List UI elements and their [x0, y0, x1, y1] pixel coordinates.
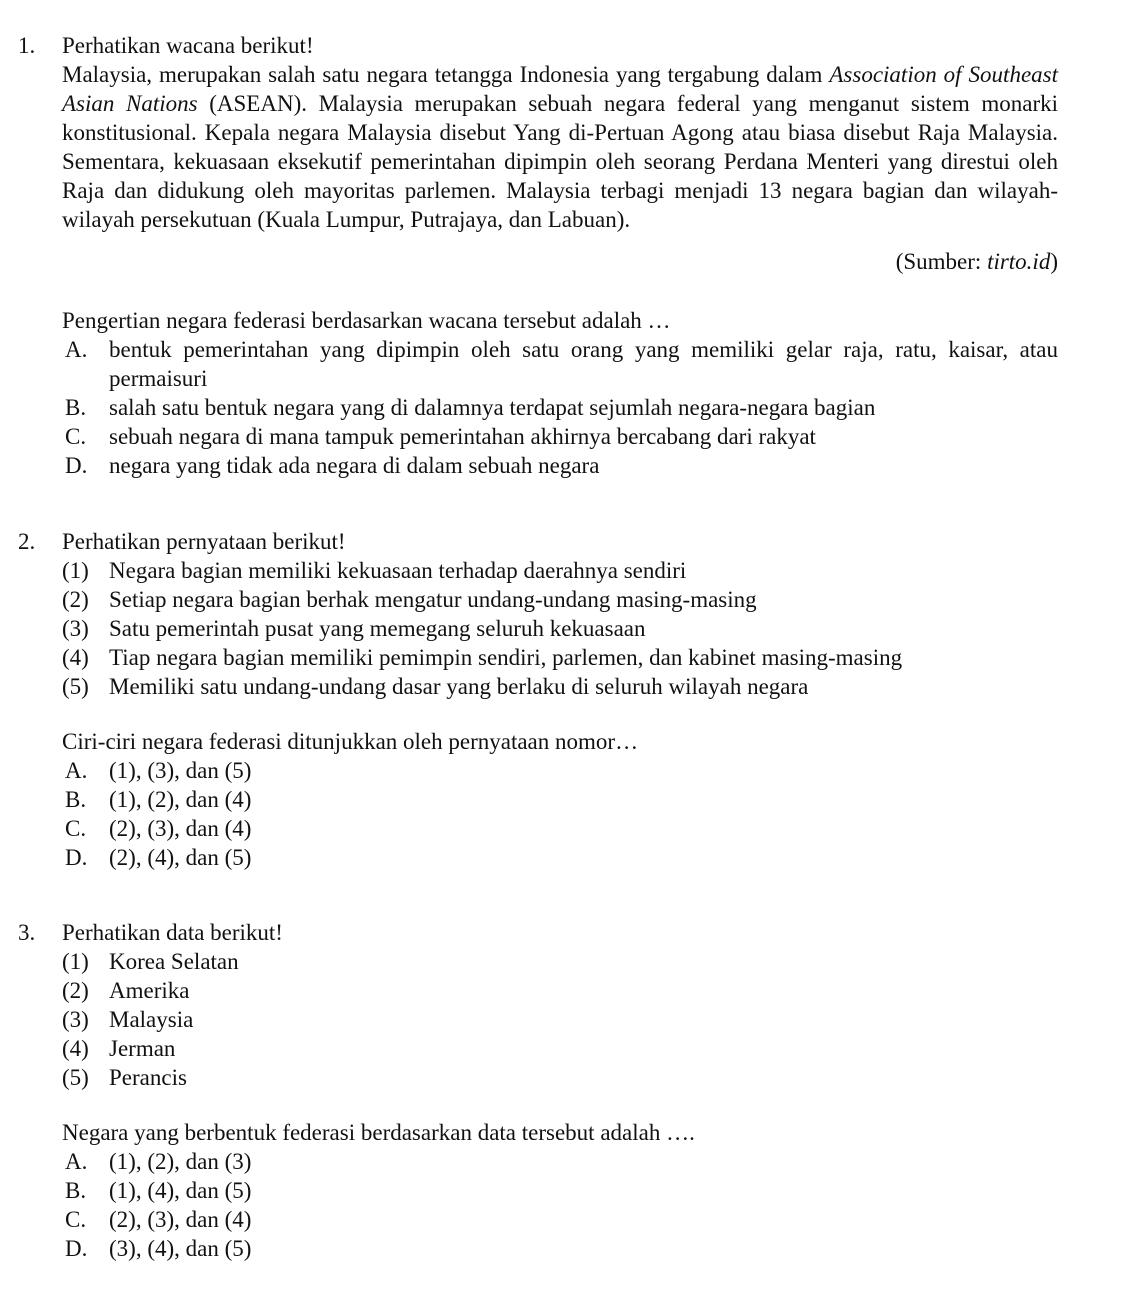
option-letter: A.: [65, 337, 88, 362]
answer-option-c[interactable]: [62, 814, 1058, 843]
answer-options: [62, 1147, 1058, 1263]
data-number: (3): [62, 1007, 89, 1032]
data-text: Jerman: [109, 1036, 176, 1061]
question-body: [62, 947, 1058, 1263]
option-text: (1), (2), dan (3): [109, 1149, 252, 1174]
option-text: sebuah negara di mana tampuk pemerintahan akhirnya bercabang dari rakyat: [109, 424, 816, 449]
statement-item: [62, 556, 1058, 585]
question-2: [18, 527, 1058, 872]
question-number: 2.: [18, 529, 36, 554]
question-body: [62, 556, 1058, 872]
source-suffix: ): [1050, 249, 1058, 274]
statement-number: (1): [62, 558, 89, 583]
option-letter: D.: [65, 453, 88, 478]
data-number: (4): [62, 1036, 89, 1061]
answer-option-a[interactable]: [62, 335, 1058, 393]
data-number: (2): [62, 978, 89, 1003]
option-letter: C.: [65, 424, 87, 449]
option-text: salah satu bentuk negara yang di dalamnya terdapat sejumlah negara-negara bagian: [109, 395, 876, 420]
passage-text-end: (ASEAN). Malaysia merupakan sebuah negara federal yang menganut sistem monarki konstitusional. Kepala negara Malaysia disebut Yang di-Pertuan Agong atau biasa disebut Raja Malaysia. Sementara, kekuasaan eksekutif pemerintahan dipimpin oleh seorang Perdana Menteri yang direstui oleh Raja dan didukung oleh mayoritas parlemen. Malaysia terbagi menjadi 13 negara bagian dan wilayah-wilayah persekutuan (Kuala Lumpur, Putrajaya, dan Labuan).: [62, 91, 1058, 232]
question-prompt: Ciri-ciri negara federasi ditunjukkan oleh pernyataan nomor…: [62, 729, 639, 754]
question-title: Perhatikan wacana berikut!: [62, 33, 314, 58]
passage-source: [62, 247, 1058, 276]
question-prompt: Pengertian negara federasi berdasarkan wacana tersebut adalah …: [62, 308, 671, 333]
statement-text: Satu pemerintah pusat yang memegang seluruh kekuasaan: [109, 616, 646, 641]
question-title: Perhatikan pernyataan berikut!: [62, 529, 346, 554]
reading-passage: [62, 60, 1058, 234]
question-title: Perhatikan data berikut!: [62, 920, 283, 945]
statement-number: (3): [62, 616, 89, 641]
answer-option-b[interactable]: [62, 1176, 1058, 1205]
statement-item: [62, 585, 1058, 614]
answer-option-b[interactable]: [62, 785, 1058, 814]
statement-text: Negara bagian memiliki kekuasaan terhadap daerahnya sendiri: [109, 558, 687, 583]
question-prompt: Negara yang berbentuk federasi berdasarkan data tersebut adalah ….: [62, 1120, 695, 1145]
data-text: Amerika: [109, 978, 190, 1003]
data-text: Perancis: [109, 1065, 187, 1090]
question-header: [18, 31, 1058, 60]
option-text: (1), (4), dan (5): [109, 1178, 252, 1203]
option-text: (3), (4), dan (5): [109, 1236, 252, 1261]
statement-item: [62, 672, 1058, 701]
option-letter: C.: [65, 816, 87, 841]
statement-number: (5): [62, 674, 89, 699]
data-number: (1): [62, 949, 89, 974]
question-body: [62, 60, 1058, 480]
data-list: [62, 947, 1058, 1092]
statement-text: Memiliki satu undang-undang dasar yang berlaku di seluruh wilayah negara: [109, 674, 809, 699]
option-text: (1), (3), dan (5): [109, 758, 252, 783]
statement-text: Tiap negara bagian memiliki pemimpin sendiri, parlemen, dan kabinet masing-masing: [109, 645, 903, 670]
question-header: [18, 527, 1058, 556]
option-text: (2), (3), dan (4): [109, 816, 252, 841]
option-text: (2), (3), dan (4): [109, 1207, 252, 1232]
statement-item: [62, 614, 1058, 643]
data-item: [62, 1034, 1058, 1063]
data-item: [62, 1063, 1058, 1092]
option-letter: D.: [65, 845, 88, 870]
option-text: (1), (2), dan (4): [109, 787, 252, 812]
option-letter: A.: [65, 758, 88, 783]
answer-options: [62, 335, 1058, 480]
statement-text: Setiap negara bagian berhak mengatur undang-undang masing-masing: [109, 587, 757, 612]
option-text: (2), (4), dan (5): [109, 845, 252, 870]
data-item: [62, 976, 1058, 1005]
answer-option-d[interactable]: [62, 451, 1058, 480]
source-prefix: (Sumber:: [895, 249, 988, 274]
option-letter: B.: [65, 1178, 87, 1203]
source-name: tirto.id: [987, 249, 1051, 274]
data-text: Korea Selatan: [109, 949, 239, 974]
statement-item: [62, 643, 1058, 672]
question-number: 3.: [18, 920, 36, 945]
answer-option-c[interactable]: [62, 422, 1058, 451]
option-letter: D.: [65, 1236, 88, 1261]
answer-option-c[interactable]: [62, 1205, 1058, 1234]
answer-options: [62, 756, 1058, 872]
answer-option-a[interactable]: [62, 1147, 1058, 1176]
answer-option-d[interactable]: [62, 843, 1058, 872]
statement-number: (4): [62, 645, 89, 670]
question-header: [18, 918, 1058, 947]
option-letter: B.: [65, 395, 87, 420]
data-text: Malaysia: [109, 1007, 194, 1032]
statement-list: [62, 556, 1058, 701]
statement-number: (2): [62, 587, 89, 612]
option-letter: B.: [65, 787, 87, 812]
data-item: [62, 1005, 1058, 1034]
option-text: bentuk pemerintahan yang dipimpin oleh satu orang yang memiliki gelar raja, ratu, kaisar, atau permaisuri: [109, 337, 1058, 391]
answer-option-b[interactable]: [62, 393, 1058, 422]
data-item: [62, 947, 1058, 976]
passage-italic-term: Association of Southeast Asian Nations: [62, 62, 1058, 116]
question-1: [18, 31, 1058, 480]
answer-option-d[interactable]: [62, 1234, 1058, 1263]
answer-option-a[interactable]: [62, 756, 1058, 785]
data-number: (5): [62, 1065, 89, 1090]
option-letter: C.: [65, 1207, 87, 1232]
question-number: 1.: [18, 33, 36, 58]
option-letter: A.: [65, 1149, 88, 1174]
option-text: negara yang tidak ada negara di dalam sebuah negara: [109, 453, 600, 478]
question-3: [18, 918, 1058, 1263]
passage-text-start: Malaysia, merupakan salah satu negara tetangga Indonesia yang tergabung dalam: [62, 62, 830, 87]
